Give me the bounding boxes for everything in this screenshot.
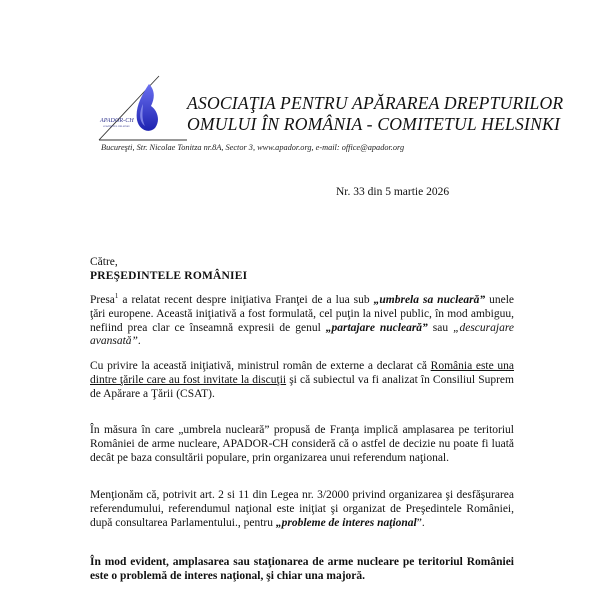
org-name-line2: OMULUI ÎN ROMÂNIA - COMITETUL HELSINKI <box>187 114 561 134</box>
apador-logo <box>97 74 187 144</box>
paragraph-3 <box>90 424 514 465</box>
p1-text-f: sau <box>427 321 454 334</box>
p4-text-c: ”. <box>416 516 425 529</box>
organization-address: Bucureşti, Str. Nicolae Tonitza nr.8A, Sector 3, www.apador.org, e-mail: office@apador.org <box>101 143 405 152</box>
p5-text: În mod evident, amplasarea sau staţionarea de arme nucleare pe teritoriul României este o problemă de interes naţional, şi chiar una majoră. <box>90 556 514 582</box>
p3-text: În măsura în care „umbrela nucleară” propusă de Franţa implică amplasarea pe teritoriul României de arme nucleare, APADOR-CH consideră că o astfel de decizie nu poate fi luată decât pe baza consultării populare, prin organizarea unui referendum naţional. <box>90 424 514 464</box>
recipient-title: PREŞEDINTELE ROMÂNIEI <box>90 270 248 282</box>
logo-label: APADOR-CH <box>100 118 134 124</box>
recipient-block <box>90 255 247 283</box>
p1-text-h: . <box>137 335 141 348</box>
paragraph-2 <box>90 360 514 401</box>
footnote-ref[interactable]: 1 <box>114 292 119 301</box>
p2-text-a: Cu privire la această iniţiativă, ministrul român de externe a declarat că <box>90 360 431 372</box>
p2-underlined-text: România este una dintre ţările care au fost invitate la discuţii <box>90 360 514 386</box>
paragraph-5 <box>90 556 514 584</box>
p2-text-c: şi că subiectul va fi analizat în Consiliul Suprem de Apărare a Ţării (CSAT). <box>90 373 514 400</box>
org-name-line1: ASOCIAŢIA PENTRU APĂRAREA DREPTURILOR <box>187 93 564 113</box>
p4-quote-interes: „probleme de interes naţional <box>275 516 417 529</box>
salutation: Către, <box>90 256 118 268</box>
p1-text-d: unele ţări europene. Această iniţiativă a fost formulată, cel puţin la nivel public, în mod ambiguu, nefiind prea clar ce înseamnă expresii de genul <box>90 294 514 334</box>
p1-text-a: Presa <box>90 294 115 306</box>
p1-quote-umbrela: „umbrela sa nucleară” <box>373 294 486 306</box>
document-number: Nr. 33 din 5 martie 2026 <box>336 186 450 198</box>
p1-quote-partajare: „partajare nucleară” <box>325 321 428 334</box>
p1-quote-descurajare: „descurajare avansată” <box>90 321 514 348</box>
p1-text-b: a relatat recent despre iniţiativa Franţei de a lua sub <box>118 294 374 306</box>
triangle-flame-icon <box>97 74 187 144</box>
p4-text-a: Menţionăm că, potrivit art. 2 si 11 din Legea nr. 3/2000 privind organizarea şi desfăşurarea referendumului, referendumul naţional este iniţiat şi organizat de Preşedintele României, după consultarea Parlamentului., pentru <box>90 489 514 529</box>
logo-sublabel: COMITETUL HELSINKI <box>103 125 130 128</box>
organization-name <box>187 93 563 135</box>
paragraph-4 <box>90 489 514 530</box>
paragraph-1 <box>90 294 514 349</box>
